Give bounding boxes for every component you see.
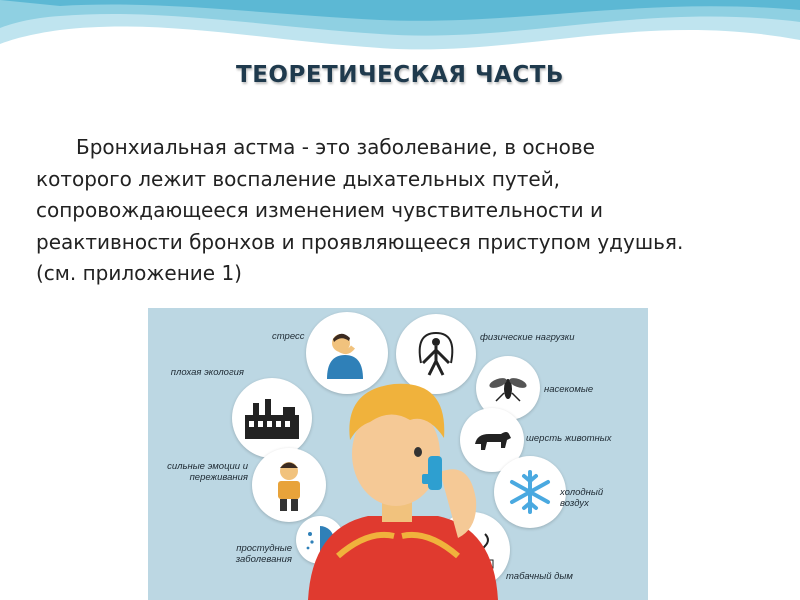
definition-paragraph: Бронхиальная астма - это заболевание, в основе которого лежит воспаление дыхательных путей, сопровождающееся изменением чувствительности и реактивности бронхов и проявляющееся приступом удушья. (см. приложение 1) bbox=[36, 135, 684, 285]
caption-insects: насекомые bbox=[544, 384, 594, 395]
caption-tobacco: табачный дым bbox=[506, 571, 573, 582]
caption-cold-air: холодный воздух bbox=[560, 487, 604, 509]
caption-colds: простудные заболевания bbox=[235, 543, 292, 565]
child-with-inhaler-illustration bbox=[298, 360, 498, 600]
caption-animal-hair: шерсть животных bbox=[526, 433, 612, 444]
caption-ecology: плохая экология bbox=[170, 367, 244, 378]
asthma-triggers-infographic bbox=[148, 308, 648, 600]
caption-emotions: сильные эмоции и переживания bbox=[167, 461, 248, 483]
snowflake-icon bbox=[506, 468, 554, 516]
factory-icon bbox=[243, 395, 301, 441]
cold-air-bubble bbox=[494, 456, 566, 528]
caption-physical: физические нагрузки bbox=[480, 332, 575, 343]
slide-title: ТЕОРЕТИЧЕСКАЯ ЧАСТЬ bbox=[236, 62, 564, 88]
caption-stress: стресс bbox=[272, 331, 305, 342]
